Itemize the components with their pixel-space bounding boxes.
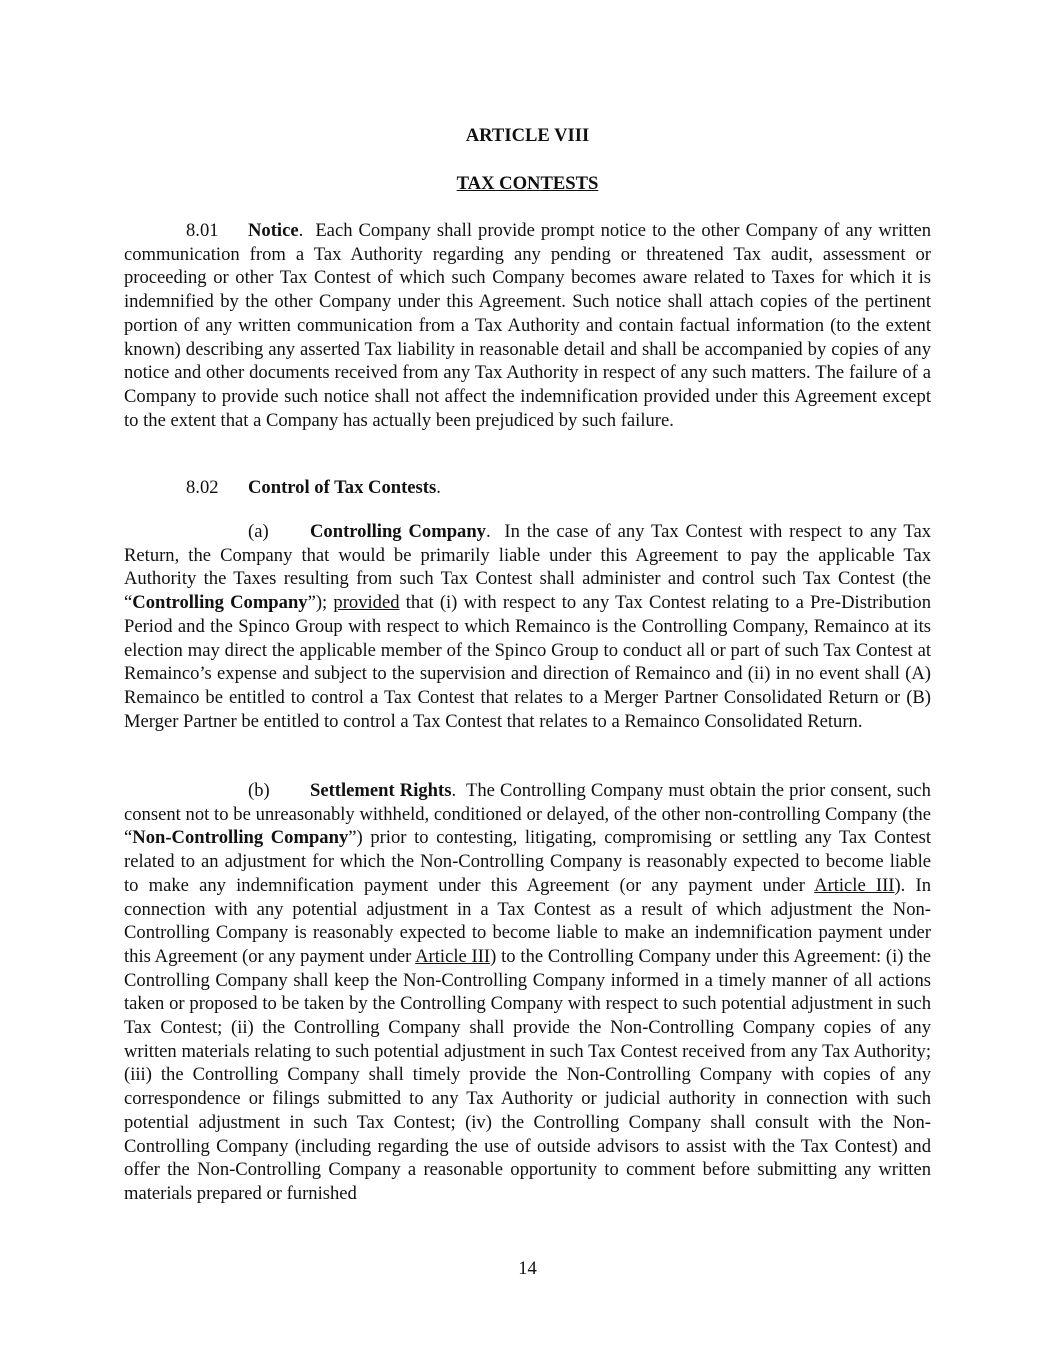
subsection-heading: Settlement Rights — [310, 780, 452, 801]
provided-term: provided — [333, 592, 400, 614]
section-8-02-b-paragraph: (b) Settlement Rights. The Controlling Company must obtain the prior consent, such consent not to be unreasonably withheld, conditioned or delayed, of the other non-controlling Company (the “Non-Controlling Company”) prior to contesting, litigating, compromising or settling any Tax Contest related to an adjustment for which the Non-Controlling Company is reasonably expected to become liable to make any indemnification payment under this Agreement (or any payment under Article III). In connection with any potential adjustment in a Tax Contest as a result of which adjustment the Non-Controlling Company is reasonably expected to become liable to make an indemnification payment under this Agreement (or any payment under Article III) to the Controlling Company under this Agreement: (i) the Controlling Company shall keep the Non-Controlling Company informed in a timely manner of all actions taken or proposed to be taken by the Controlling Company with respect to such potential adjustment in such Tax Contest; (ii) the Controlling Company shall provide the Non-Controlling Company copies of any written materials relating to such potential adjustment in such Tax Contest received from any Tax Authority; (iii) the Controlling Company shall timely provide the Non-Controlling Company with copies of any correspondence or filings submitted to any Tax Authority or judicial authority in connection with such potential adjustment in such Tax Contest; (iv) the Controlling Company shall consult with the Non-Controlling Company (including regarding the use of outside advisors to assist with the Tax Contest) and offer the Non-Controlling Company a reasonable opportunity to comment before submitting any written materials prepared or furnished — [124, 780, 931, 1204]
subsection-label: (b) — [248, 780, 270, 801]
subsection-label: (a) — [248, 521, 269, 542]
section-heading: Control of Tax Contests — [248, 477, 437, 498]
section-8-01-paragraph: 8.01 Notice. Each Company shall provide prompt notice to the other Company of any written communication from a Tax Authority regarding any pending or threatened Tax audit, assessment or proceeding or other Tax Contest of which such Company becomes aware related to Taxes for which it is indemnified by the other Company under this Agreement. Such notice shall attach copies of the pertinent portion of any written communication from a Tax Authority and contain factual information (to the extent known) describing any asserted Tax liability in reasonable detail and shall be accompanied by copies of any notice and other documents received from any Tax Authority in respect of any such matters. The failure of a Company to provide such notice shall not affect the indemnification provided under this Agreement except to the extent that a Company has actually been prejudiced by such failure. — [124, 220, 931, 431]
section-8-02-a-paragraph: (a) Controlling Company. In the case of any Tax Contest with respect to any Tax Return, the Company that would be primarily liable under this Agreement to pay the applicable Tax Authority the Taxes resulting from such Tax Contest shall administer and control such Tax Contest (the “Controlling Company”); provided that (i) with respect to any Tax Contest relating to a Pre-Distribution Period and the Spinco Group with respect to which Remainco is the Controlling Company, Remainco at its election may direct the applicable member of the Spinco Group to conduct all or part of such Tax Contest at Remainco’s expense and subject to the supervision and direction of Remainco and (ii) in no event shall (A) Remainco be entitled to control a Tax Contest that relates to a Merger Partner Consolidated Return or (B) Merger Partner be entitled to control a Tax Contest that relates to a Remainco Consolidated Return. — [124, 521, 932, 732]
defined-term: Controlling Company — [132, 592, 308, 614]
section-number: 8.01 — [186, 220, 219, 241]
article-reference: Article III — [814, 874, 895, 896]
defined-term: Non-Controlling Company — [132, 827, 349, 849]
section-heading: Notice — [248, 220, 299, 241]
section-body-text: Each Company shall provide prompt notice to the other Company of any written communication from a Tax Authority regarding any pending or threatened Tax audit, assessment or proceeding or other Tax Contest of which such Company becomes aware related to Taxes for which it is indemnified by the other Company under this Agreement. Such notice shall attach copies of the pertinent portion of any written communication from a Tax Authority and contain factual information (to the extent known) describing any asserted Tax liability in reasonable detail and shall be accompanied by copies of any notice and other documents received from any Tax Authority in respect of any such matters. The failure of a Company to provide such notice shall not affect the indemnification provided under this Agreement except to the extent that a Company has actually been prejudiced by such failure. — [124, 220, 931, 431]
page-number: 14 — [518, 1258, 537, 1279]
article-subtitle: TAX CONTESTS — [456, 173, 599, 194]
subsection-heading: Controlling Company — [310, 521, 486, 542]
section-number: 8.02 — [186, 477, 219, 498]
article-title: ARTICLE VIII — [465, 125, 590, 146]
section-8-02-paragraph: 8.02 Control of Tax Contests. — [186, 477, 441, 498]
article-reference: Article III — [415, 945, 491, 967]
